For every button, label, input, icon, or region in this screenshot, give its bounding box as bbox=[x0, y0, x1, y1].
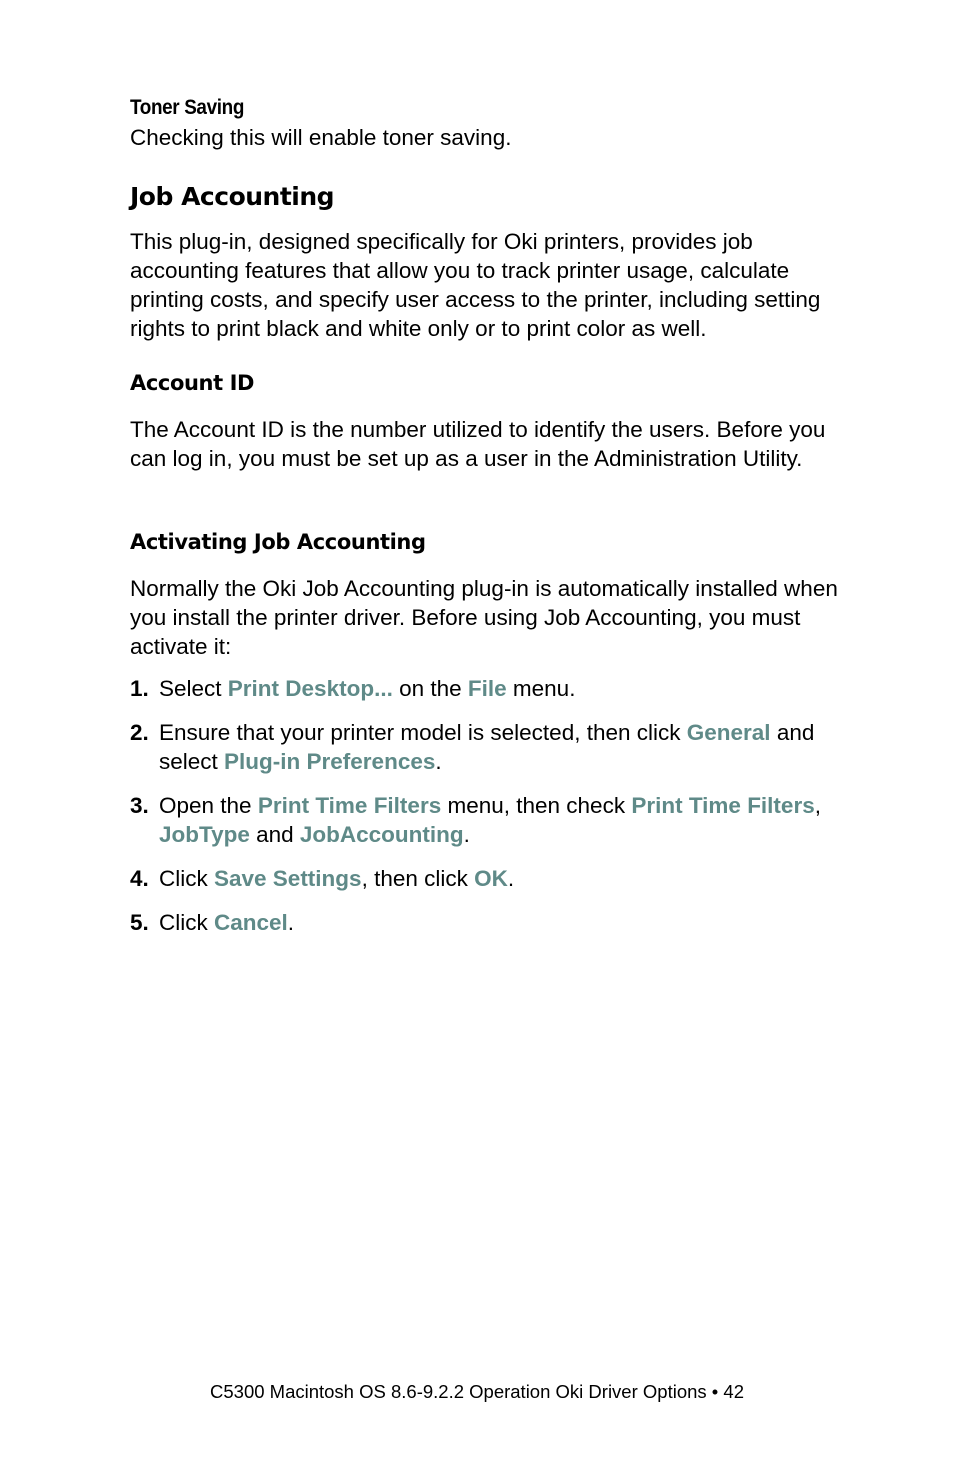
step-number: 2. bbox=[130, 720, 149, 745]
menu-term: OK bbox=[474, 866, 508, 891]
menu-term: Print Time Filters bbox=[631, 793, 815, 818]
menu-term: File bbox=[467, 676, 507, 701]
step-number: 3. bbox=[130, 793, 149, 818]
step-text: menu. bbox=[506, 676, 576, 701]
step-text: Open the bbox=[159, 793, 258, 818]
menu-term: Plug-in Preferences bbox=[224, 749, 436, 774]
menu-term: Save Settings bbox=[214, 866, 362, 891]
step-item bbox=[130, 791, 850, 849]
step-text: Click bbox=[159, 910, 214, 935]
step-text: . bbox=[287, 910, 295, 935]
menu-term: JobType bbox=[159, 822, 250, 847]
step-text: . bbox=[507, 866, 515, 891]
activating-text: Normally the Oki Job Accounting plug-in is automatically installed when you install the printer driver. Before using Job Accounting, you must activate it: bbox=[130, 576, 838, 659]
step-item bbox=[130, 908, 850, 937]
menu-term: Print Desktop... bbox=[227, 676, 393, 701]
step-text: Click bbox=[159, 866, 214, 891]
step-item bbox=[130, 718, 850, 776]
account-id-text: The Account ID is the number utilized to identify the users. Before you can log in, you must be set up as a user in the Administration Utility. bbox=[130, 417, 826, 471]
menu-term: General bbox=[686, 720, 771, 745]
menu-term: Cancel bbox=[214, 910, 288, 935]
step-text: on the bbox=[392, 676, 468, 701]
step-item bbox=[130, 674, 850, 703]
step-text: menu, then check bbox=[441, 793, 632, 818]
job-accounting-text: This plug-in, designed specifically for Oki printers, provides job accounting features that allow you to track printer usage, calculate printing costs, and specify user access to the printer, including setting rights to print black and white only or to print color as well. bbox=[130, 229, 821, 341]
job-accounting-heading: Job Accounting bbox=[130, 182, 335, 211]
step-number: 4. bbox=[130, 866, 149, 891]
step-text: . bbox=[463, 822, 470, 847]
menu-term: Print Time Filters bbox=[257, 793, 442, 818]
step-number: 5. bbox=[130, 910, 149, 935]
step-item bbox=[130, 864, 850, 893]
steps-list bbox=[130, 674, 850, 952]
step-text: and select bbox=[159, 720, 815, 774]
step-text: , bbox=[814, 793, 821, 818]
step-number: 1. bbox=[130, 676, 149, 701]
step-text: Ensure that your printer model is selected, then click bbox=[159, 720, 687, 745]
account-id-heading: Account ID bbox=[130, 371, 255, 395]
page-footer bbox=[0, 1381, 954, 1403]
toner-saving-text: Checking this will enable toner saving. bbox=[130, 125, 512, 150]
step-text: Select bbox=[159, 676, 228, 701]
step-text: and bbox=[249, 822, 300, 847]
menu-term: JobAccounting bbox=[299, 822, 464, 847]
step-text: . bbox=[435, 749, 442, 774]
footer-text: C5300 Macintosh OS 8.6-9.2.2 Operation Oki Driver Options • 42 bbox=[210, 1381, 744, 1402]
activating-heading: Activating Job Accounting bbox=[130, 530, 426, 554]
step-text: , then click bbox=[361, 866, 475, 891]
toner-saving-heading: Toner Saving bbox=[130, 96, 245, 119]
